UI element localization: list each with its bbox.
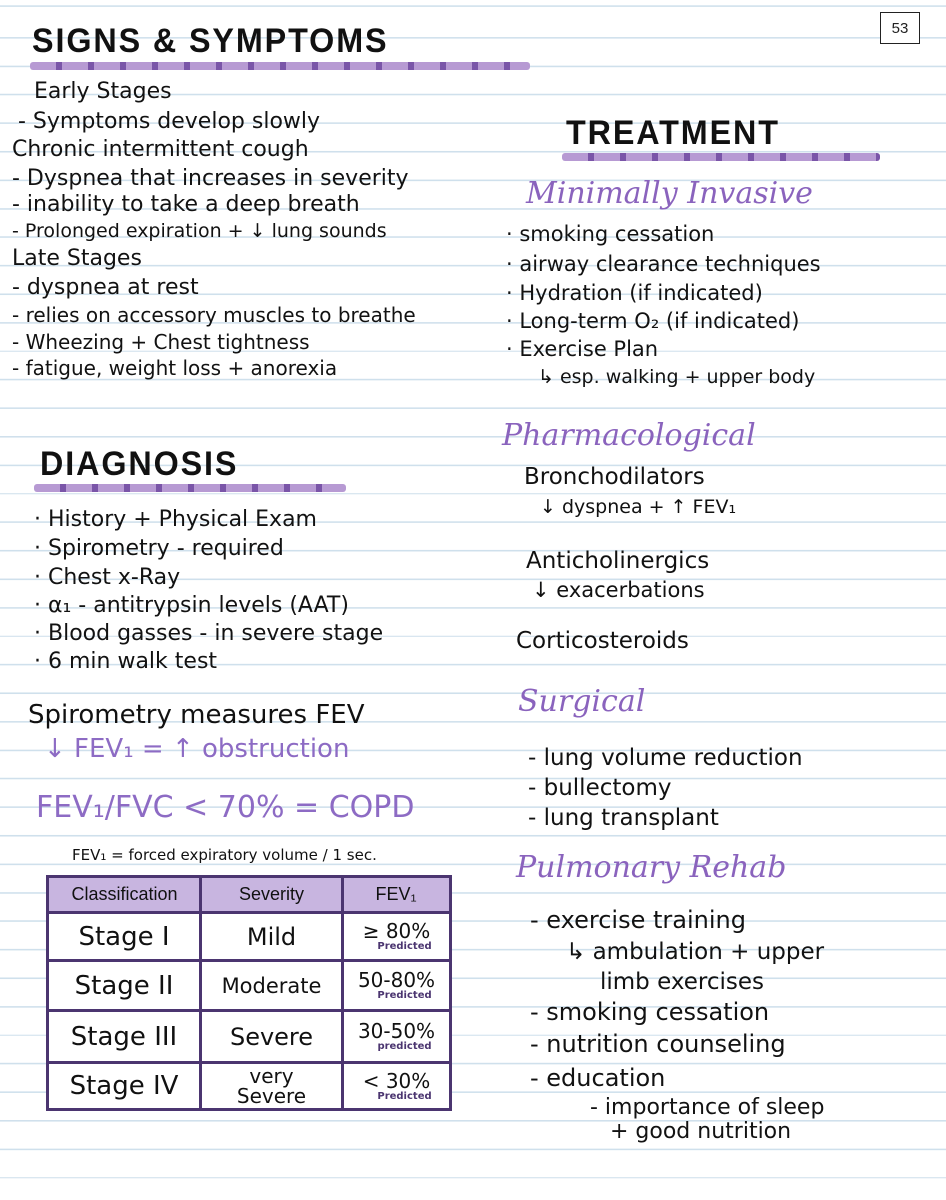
surgical-item: - bullectomy [528,775,672,801]
header-classification: Classification [49,878,200,911]
predicted-note: Predicted [377,941,432,952]
stage-cell: Stage II [74,970,174,1001]
severity-cell-wrap [202,962,341,1009]
treatment-item: · smoking cessation [506,222,715,246]
stage-cell: Stage III [70,1021,178,1052]
severity-cell: Severe [229,1022,314,1051]
rehab-item: - smoking cessation [530,998,770,1026]
fev-cell: ≥ 80% [362,919,431,943]
signs-line: - inability to take a deep breath [12,192,360,217]
treatment-item: · Long-term O₂ (if indicated) [506,309,800,333]
early-stages-heading: Early Stages [34,79,172,104]
signs-line: - dyspnea at rest [12,275,199,300]
header-fev1: FEV₁ [343,878,449,911]
diagnosis-list [34,506,474,676]
late-stages-heading: Late Stages [12,246,142,271]
diagnosis-item: · Chest x-Ray [34,565,181,590]
signs-symptoms-list [12,78,502,388]
anticholinergics-note: ↓ exacerbations [532,578,705,602]
fev-cell: 50-80% [357,968,436,992]
fev-cell-wrap [344,914,449,959]
severity-cell-wrap [202,1012,341,1061]
surgical-item: - lung transplant [528,805,719,831]
rehab-sub-item: + good nutrition [610,1119,792,1144]
diagnosis-item: · 6 min walk test [34,649,218,674]
fev-cell-wrap [344,1064,449,1108]
diagnosis-title: DIAGNOSIS [40,445,239,483]
treatment-sub-item: ↳ esp. walking + upper body [538,366,816,388]
rehab-item: - education [530,1064,666,1092]
signs-line: - Wheezing + Chest tightness [12,330,310,354]
page-number: 53 [880,12,920,44]
surgical-title: Surgical [518,684,646,719]
spirometry-measures: Spirometry measures FEV [28,700,365,730]
fev-cell-wrap [344,1012,449,1061]
fev-cell-wrap [344,962,449,1009]
diagnosis-title-underline [34,484,346,492]
diagnosis-item: · Blood gasses - in severe stage [34,621,384,646]
treatment-title: TREATMENT [566,114,780,152]
minimally-invasive-list [506,220,926,395]
signs-title-underline [30,62,530,70]
severity-cell: Moderate [221,973,322,998]
rehab-sub-item: ↳ ambulation + upper [566,939,825,965]
stage-cell: Stage I [78,921,170,952]
corticosteroids-label: Corticosteroids [516,628,689,654]
fev-cell: < 30% [362,1068,431,1093]
surgical-list [528,744,918,834]
severity-cell: Mild [246,922,297,951]
severity-cell-wrap [202,914,341,959]
table-row [49,962,199,1009]
diagnosis-item: · Spirometry - required [34,536,284,561]
predicted-note: predicted [377,1041,432,1052]
fev-definition: FEV₁ = forced expiratory volume / 1 sec. [72,846,377,864]
treatment-item: · Hydration (if indicated) [506,281,763,305]
table-row [49,914,199,959]
rehab-sub-item: limb exercises [600,969,764,995]
fev-cell: 30-50% [357,1019,436,1043]
bronchodilators-label: Bronchodilators [524,464,705,490]
surgical-item: - lung volume reduction [528,745,803,771]
rehab-item: - nutrition counseling [530,1030,786,1058]
fev-obstruction: ↓ FEV₁ = ↑ obstruction [44,734,350,764]
treatment-item: · Exercise Plan [506,337,659,361]
fev-fvc-ratio: FEV₁/FVC < 70% = COPD [36,790,415,825]
rehab-item: - exercise training [530,906,746,934]
signs-line: Chronic intermittent cough [12,137,309,162]
anticholinergics-label: Anticholinergics [526,548,710,574]
stage-cell: Stage IV [69,1071,179,1101]
copd-classification-table [46,875,452,1111]
pulmonary-rehab-list [530,906,940,1146]
signs-line: - Symptoms develop slowly [18,109,321,134]
signs-line: - Prolonged expiration + ↓ lung sounds [12,220,387,242]
table-row [49,1064,199,1108]
predicted-note: Predicted [377,990,432,1001]
bronchodilators-note: ↓ dyspnea + ↑ FEV₁ [540,496,737,518]
rehab-sub-item: - importance of sleep [590,1095,825,1120]
pulmonary-rehab-title: Pulmonary Rehab [516,850,787,885]
signs-line: - Dyspnea that increases in severity [12,166,409,191]
diagnosis-item: · α₁ - antitrypsin levels (AAT) [34,593,349,618]
signs-line: - fatigue, weight loss + anorexia [12,356,338,380]
minimally-invasive-title: Minimally Invasive [526,176,813,211]
header-severity: Severity [200,878,343,911]
severity-cell: very Severe [236,1064,307,1108]
treatment-title-underline [562,153,880,161]
signs-symptoms-title: SIGNS & SYMPTOMS [32,22,389,60]
signs-line: - relies on accessory muscles to breathe [12,303,416,327]
pharmacological-title: Pharmacological [502,418,756,453]
table-row [49,1012,199,1061]
diagnosis-item: · History + Physical Exam [34,507,317,532]
predicted-note: Predicted [377,1090,432,1102]
severity-cell-wrap [202,1064,341,1108]
treatment-item: · airway clearance techniques [506,252,821,276]
